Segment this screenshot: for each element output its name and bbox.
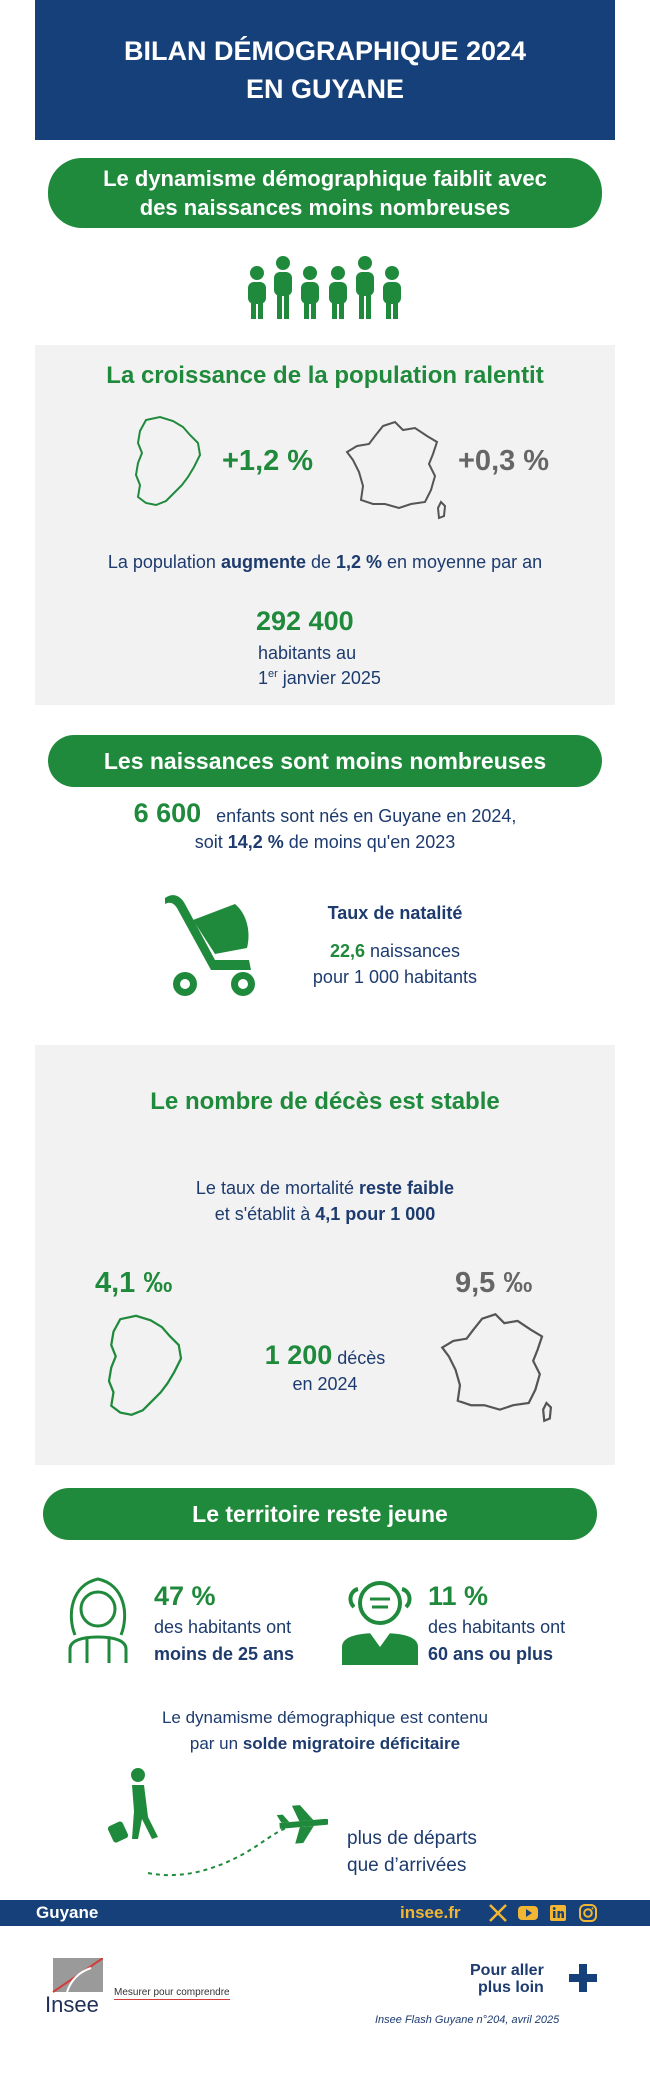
person-icon <box>274 256 292 319</box>
population-date: janvier 2025 <box>277 668 381 688</box>
population-caption-line2 <box>258 664 381 689</box>
mortality-line2-pre: et s'établit à <box>214 1204 316 1224</box>
population-caption-line1: habitants au <box>258 643 357 663</box>
migration-line2 <box>35 1731 615 1757</box>
airplane-icon <box>276 1803 328 1845</box>
birth-rate-title: Taux de natalité <box>327 903 463 923</box>
growth-sentence-bold1: augmente <box>220 552 306 572</box>
young-banner: Le territoire reste jeune <box>43 1488 597 1540</box>
footer-region: Guyane <box>36 1903 99 1922</box>
migration-line2-bold: solde migratoire déficitaire <box>242 1734 461 1753</box>
growth-sentence-post: en moyenne par an <box>382 552 543 572</box>
page-header <box>35 0 615 140</box>
more-link[interactable] <box>470 1962 544 1996</box>
intro-banner-line2: des naissances moins nombreuses <box>139 195 511 220</box>
deaths-count-line1 <box>235 1342 415 1371</box>
population-caption <box>258 643 381 689</box>
population-group-icon <box>245 255 405 325</box>
births-count: 6 600 <box>133 798 202 828</box>
more-link-line1: Pour aller <box>470 1962 544 1979</box>
person-icon <box>383 266 401 319</box>
stroller-icon <box>155 890 265 1000</box>
mortality-line1-bold: reste faible <box>359 1178 455 1198</box>
migration-line1: Le dynamisme démographique est contenu <box>161 1708 489 1727</box>
birth-rate-block <box>310 900 480 990</box>
senior-line2: 60 ans ou plus <box>428 1644 554 1664</box>
births-line2-post: de moins qu'en 2023 <box>283 832 456 852</box>
young-pct: 47 % <box>154 1581 216 1611</box>
growth-sentence-bold2: 1,2 % <box>336 552 383 572</box>
instagram-icon[interactable] <box>577 1904 599 1922</box>
population-day-sup: er <box>268 668 278 680</box>
growth-sentence <box>35 552 615 573</box>
france-map-icon <box>345 420 455 520</box>
young-line1: des habitants ont <box>154 1617 292 1637</box>
mortality-line2 <box>35 1201 615 1227</box>
births-sentence <box>35 800 615 855</box>
plus-icon[interactable] <box>568 1963 598 1993</box>
person-icon <box>356 256 374 319</box>
births-line1-text: enfants sont nés en Guyane en 2024, <box>216 806 517 826</box>
person-icon <box>301 266 319 319</box>
departures-line1: plus de départs <box>347 1828 477 1849</box>
france-mortality-rate: 9,5 ‰ <box>455 1267 533 1299</box>
growth-sentence-pre: La population <box>107 552 221 572</box>
mortality-line2-bold: 4,1 pour 1 000 <box>315 1204 436 1224</box>
deaths-count: 1 200 <box>264 1340 333 1370</box>
person-icon <box>248 266 266 319</box>
deaths-count-block <box>235 1342 415 1397</box>
population-value: 292 400 <box>256 606 354 636</box>
departures-text <box>347 1825 477 1879</box>
footer-bar <box>0 1900 650 1926</box>
growth-sentence-mid: de <box>305 552 336 572</box>
social-links <box>487 1904 599 1922</box>
header-title-line2: EN GUYANE <box>245 74 405 104</box>
traveler-icon <box>108 1768 158 1844</box>
departures-illustration <box>108 1755 328 1885</box>
youtube-icon[interactable] <box>517 1904 539 1922</box>
birth-rate-line1 <box>310 938 480 964</box>
linkedin-icon[interactable] <box>547 1904 569 1922</box>
france-growth-rate: +0,3 % <box>458 445 550 477</box>
migration-line2-pre: par un <box>189 1734 243 1753</box>
births-sentence-line1 <box>35 800 615 829</box>
mortality-line1 <box>35 1175 615 1201</box>
births-banner: Les naissances sont moins nombreuses <box>48 735 602 787</box>
guyane-map-icon <box>128 415 208 510</box>
birth-rate-value: 22,6 <box>329 941 365 961</box>
x-icon[interactable] <box>487 1904 509 1922</box>
intro-banner <box>48 158 602 228</box>
more-link-line2: plus loin <box>478 1979 544 1996</box>
births-sentence-line2 <box>35 829 615 855</box>
senior-line1: des habitants ont <box>428 1617 566 1637</box>
population-day: 1 <box>258 668 269 688</box>
mortality-sentence <box>35 1175 615 1227</box>
young-stat-block <box>154 1578 294 1668</box>
guyane-map-icon <box>100 1312 190 1422</box>
insee-tagline: Mesurer pour comprendre <box>114 1987 230 1998</box>
growth-title: La croissance de la population ralentit <box>106 362 544 389</box>
deaths-title: Le nombre de décès est stable <box>150 1088 500 1115</box>
young-line2: moins de 25 ans <box>154 1644 295 1664</box>
birth-rate-unit: naissances <box>364 941 461 961</box>
birth-rate-line2: pour 1 000 habitants <box>312 967 478 987</box>
young-person-icon <box>65 1575 131 1665</box>
deaths-count-year: en 2024 <box>292 1374 358 1394</box>
mortality-line1-pre: Le taux de mortalité <box>195 1178 360 1198</box>
person-icon <box>329 266 347 319</box>
senior-pct: 11 % <box>428 1581 489 1611</box>
deaths-count-unit: décès <box>332 1348 386 1368</box>
births-line2-pre: soit <box>194 832 228 852</box>
insee-logo-text: Insee <box>45 1992 99 2017</box>
guyane-growth-rate: +1,2 % <box>222 445 314 477</box>
guyane-mortality-rate: 4,1 ‰ <box>95 1267 173 1299</box>
migration-sentence <box>35 1705 615 1757</box>
births-line2-bold: 14,2 % <box>227 832 284 852</box>
insee-site-link[interactable]: insee.fr <box>400 1903 461 1922</box>
header-title-line1: BILAN DÉMOGRAPHIQUE 2024 <box>123 36 527 66</box>
insee-logo-mark <box>45 1958 103 1994</box>
intro-banner-line1: Le dynamisme démographique faiblit avec <box>103 166 547 191</box>
publication-reference: Insee Flash Guyane n°204, avril 2025 <box>375 2014 560 2026</box>
senior-stat-block <box>428 1578 565 1668</box>
france-map-icon <box>440 1310 562 1425</box>
insee-logo[interactable] <box>45 1958 105 2020</box>
senior-person-icon <box>340 1573 420 1665</box>
departures-line2: que d’arrivées <box>347 1855 467 1876</box>
